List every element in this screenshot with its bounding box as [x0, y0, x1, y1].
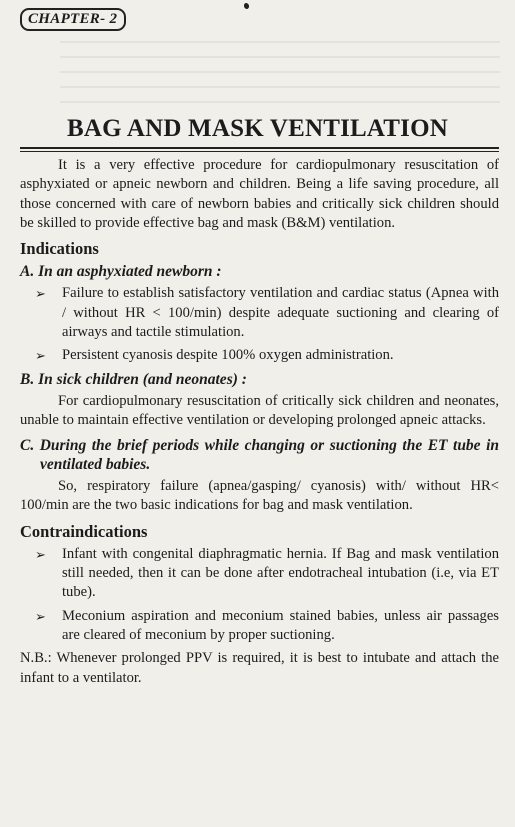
list-item [20, 607, 499, 646]
list-item-text: Meconium aspiration and meconium stained babies, unless air passages are cleared of meconium by proper suctioning. [62, 607, 499, 643]
arrow-bullet-icon: ➢ [35, 286, 46, 302]
arrow-bullet-icon: ➢ [35, 348, 46, 364]
list-item [20, 346, 499, 365]
section-b-text: For cardiopulmonary resuscitation of critically sick children and neonates, unable to maintain effective ventilation or developing prolonged apneic attacks. [20, 392, 499, 429]
title-rule-thin [20, 151, 499, 152]
arrow-bullet-icon: ➢ [35, 608, 46, 624]
list-item-text: Failure to establish satisfactory ventilation and cardiac status (Apnea with / without HR < 100/min) despite adequate suctioning and clearing of airways and tactile stimulation. [62, 285, 499, 341]
list-item [20, 545, 499, 603]
page-title: BAG AND MASK VENTILATION [66, 115, 449, 142]
list-item-text: Persistent cyanosis despite 100% oxygen administration. [62, 347, 394, 364]
list-item [20, 284, 499, 342]
title-rule-thick [20, 147, 499, 149]
page-body [20, 156, 499, 688]
section-c-heading: C. During the brief periods while changing or suctioning the ET tube in ventilated babies. [20, 436, 499, 473]
section-a-heading: A. In an asphyxiated newborn : [20, 263, 222, 281]
indications-heading: Indications [20, 239, 99, 259]
ink-dot [243, 2, 250, 9]
intro-paragraph: It is a very effective procedure for cardiopulmonary resuscitation of asphyxiated or apneic newborn and children. Being a life saving procedure, all those concerned with care of newborn babies and critically sick children should be skilled to provide effective bag and mask (B&M) ventilation. [20, 157, 499, 231]
section-c-text: So, respiratory failure (apnea/gasping/ cyanosis) with/ without HR< 100/min are the two basic indications for bag and mask ventilation. [20, 478, 499, 514]
contraindications-heading: Contraindications [20, 521, 148, 541]
list-item-text: Infant with congenital diaphragmatic hernia. If Bag and mask ventilation still needed, then it can be done after endotracheal intubation (i.e, via ET tube). [62, 545, 499, 601]
section-b-heading: B. In sick children (and neonates) : [20, 370, 247, 388]
chapter-label: CHAPTER- 2 [20, 8, 126, 31]
section-a-list [20, 284, 499, 365]
contraindications-list [20, 545, 499, 645]
nb-note: N.B.: Whenever prolonged PPV is required, it is best to intubate and attach the infant to a ventilator. [20, 650, 499, 686]
bleed-through-text [60, 28, 500, 118]
arrow-bullet-icon: ➢ [35, 546, 46, 562]
